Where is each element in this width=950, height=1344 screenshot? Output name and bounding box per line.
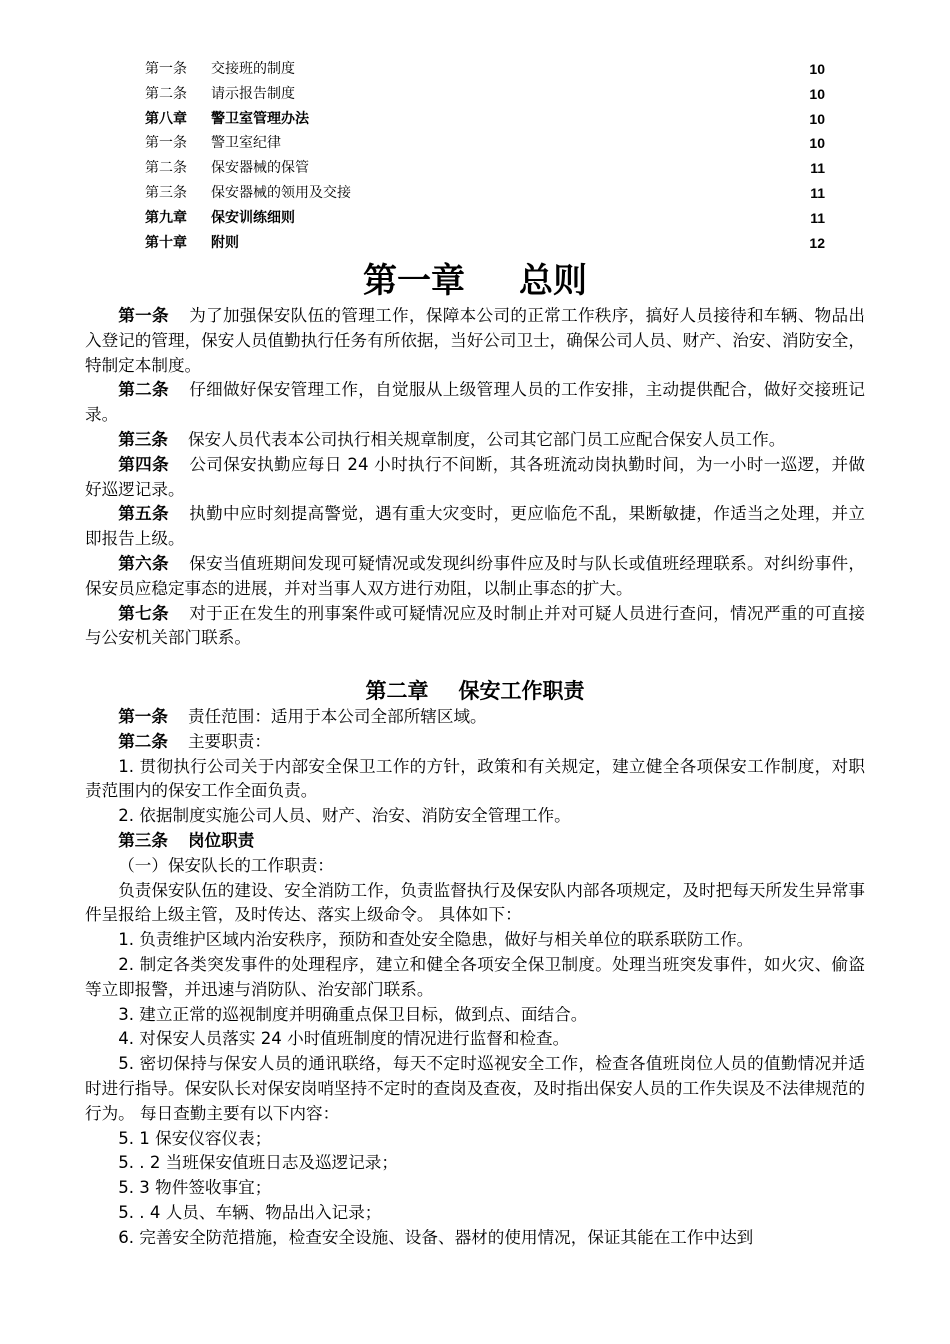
toc-entry-title: 附则: [211, 234, 239, 251]
toc-entry-number: 第一条: [145, 61, 187, 77]
article-paragraph: [85, 304, 865, 378]
duty-list: [85, 928, 865, 1250]
chapter-1-heading: [0, 258, 950, 304]
toc-entry-page: 11: [810, 209, 825, 226]
chapter-2-heading: [0, 676, 950, 706]
article-text: 公司保安执勤应每日 24 小时执行不间断，其各班流动岗执勤时间，为一小时一巡逻，并做好巡逻记录。: [85, 454, 866, 499]
chapter-1-number: 第一章: [363, 261, 465, 301]
chapter-2-body: [85, 705, 865, 1251]
article-text: 保安人员代表本公司执行相关规章制度，公司其它部门员工应配合保安人员工作。: [187, 429, 786, 449]
duty-list-item: 5. . 2 当班保安值班日志及巡逻记录；: [118, 1153, 398, 1173]
duty-list-item: 4. 对保安人员落实 24 小时值班制度的情况进行监督和检查。: [118, 1029, 570, 1049]
article-paragraph: [85, 552, 865, 602]
toc-entry[interactable]: [145, 107, 825, 132]
toc-entry-number: 第一条: [145, 135, 187, 152]
toc-entry-page: 10: [809, 85, 825, 102]
toc-entry-title: 警卫室管理办法: [211, 110, 309, 127]
article-label: 第一条: [118, 707, 168, 726]
article-label: 第三条: [118, 429, 168, 449]
toc-entry-number: 第二条: [145, 85, 187, 102]
article-text: 责任范围：适用于本公司全部所辖区域。: [187, 707, 487, 726]
chapter-1-body: [85, 304, 865, 651]
toc-entry-number: 第八章: [145, 110, 187, 127]
toc-entry-page: 10: [809, 135, 825, 152]
duty-item: 2. 依据制度实施公司人员、财产、治安、消防安全管理工作。: [118, 806, 571, 826]
article-text: 岗位职责: [187, 830, 255, 850]
duty-list-item: 5. 密切保持与保安人员的通讯联络，每天不定时巡视安全工作，检查各值班岗位人员的值勤情况并适时进行指导。保安队长对保安岗哨坚持不定时的查岗及查夜，及时指出保安人员的工作失误及不法律规范的行为。 每日查勤主要有以下内容：: [85, 1054, 865, 1123]
duty-list-item: 1. 负责维护区域内治安秩序，预防和查处安全隐患，做好与相关单位的联系联防工作。: [118, 930, 754, 950]
toc-entry-title: 警卫室纪律: [211, 135, 281, 152]
toc-entry[interactable]: [145, 231, 825, 256]
article-paragraph: [85, 428, 865, 453]
article-paragraph: [85, 378, 865, 428]
chapter-2-title: 保安工作职责: [458, 679, 585, 703]
chapter-1-title: 总则: [519, 261, 587, 301]
toc-entry-page: 11: [810, 160, 825, 177]
toc-entry[interactable]: [145, 181, 825, 206]
duty-list-item: 5. 1 保安仪容仪表；: [118, 1128, 272, 1148]
toc-entry-page: 11: [810, 184, 825, 201]
article-label: 第四条: [118, 454, 170, 474]
article-paragraph: [85, 730, 865, 755]
toc-entry[interactable]: [145, 57, 825, 82]
article-label: 第二条: [118, 731, 168, 751]
toc-entry-title: 交接班的制度: [211, 61, 295, 77]
duty-list-item: 6. 完善安全防范措施，检查安全设施、设备、器材的使用情况，保证其能在工作中达到: [118, 1227, 754, 1247]
article-paragraph: [85, 602, 865, 652]
duty-list-item: 5. 3 物件签收事宜；: [118, 1178, 272, 1198]
duty-item: 1. 贯彻执行公司关于内部安全保卫工作的方针，政策和有关规定，建立健全各项保安工作制度，对职责范围内的保安工作全面负责。: [85, 756, 865, 801]
article-paragraph: [85, 502, 865, 552]
article-label: 第三条: [118, 830, 168, 850]
toc-entry-page: 10: [809, 110, 825, 127]
toc-entry-page: 10: [809, 61, 825, 77]
duty-list-item: 5. . 4 人员、车辆、物品出入记录；: [118, 1202, 382, 1222]
subsection-heading: （一）保安队长的工作职责：: [118, 855, 334, 875]
toc-entry[interactable]: [145, 82, 825, 107]
article-label: 第二条: [118, 380, 169, 400]
chapter-2-number: 第二章: [365, 679, 429, 703]
duty-list-item: 2. 制定各类突发事件的处理程序，建立和健全各项安全保卫制度。处理当班突发事件，如火灾、偷盗等立即报警，并迅速与消防队、治安部门联系。: [85, 954, 865, 999]
toc-entry-number: 第三条: [145, 184, 187, 201]
article-label: 第五条: [118, 504, 169, 524]
toc-entry[interactable]: [145, 131, 825, 156]
toc-entry-title: 请示报告制度: [211, 85, 295, 102]
article-paragraph: [85, 829, 865, 854]
toc-entry-number: 第十章: [145, 234, 187, 251]
toc-entry-number: 第二条: [145, 160, 187, 177]
toc-entry[interactable]: [145, 206, 825, 231]
toc-entry-page: 12: [809, 234, 825, 251]
article-label: 第七条: [118, 603, 169, 623]
article-text: 为了加强保安队伍的管理工作，保障本公司的正常工作秩序，搞好人员接待和车辆、物品出入登记的管理，保安人员值勤执行任务有所依据，当好公司卫士，确保公司人员、财产、治安、消防安全，特制定本制度。: [85, 306, 866, 375]
toc-entry-title: 保安训练细则: [211, 209, 295, 226]
table-of-contents: [145, 57, 825, 255]
duty-list-item: 3. 建立正常的巡视制度并明确重点保卫目标，做到点、面结合。: [118, 1004, 588, 1024]
toc-entry-number: 第九章: [145, 209, 187, 226]
article-paragraph: [85, 705, 865, 730]
article-text: 执勤中应时刻提高警觉，遇有重大灾变时，更应临危不乱，果断敏捷，作适当之处理，并立即报告上级。: [85, 504, 866, 549]
article-paragraph: [85, 453, 865, 503]
toc-entry-title: 保安器械的领用及交接: [211, 184, 351, 201]
article-text: 仔细做好保安管理工作，自觉服从上级管理人员的工作安排，主动提供配合，做好交接班记录。: [85, 380, 866, 425]
article-label: 第一条: [118, 306, 169, 325]
toc-entry-title: 保安器械的保管: [211, 160, 309, 177]
article-text: 对于正在发生的刑事案件或可疑情况应及时制止并对可疑人员进行查问，情况严重的可直接与公安机关部门联系。: [85, 603, 866, 648]
intro-paragraph: 负责保安队伍的建设、安全消防工作，负责监督执行及保安队内部各项规定，及时把每天所发生异常事件呈报给上级主管，及时传达、落实上级命令。 具体如下：: [85, 880, 865, 925]
article-label: 第六条: [118, 553, 169, 573]
article-text: 主要职责：: [187, 731, 271, 751]
article-text: 保安当值班期间发现可疑情况或发现纠纷事件应及时与队长或值班经理联系。对纠纷事件，保安员应稳定事态的进展，并对当事人双方进行劝阻，以制止事态的扩大。: [85, 553, 866, 598]
toc-entry[interactable]: [145, 156, 825, 181]
